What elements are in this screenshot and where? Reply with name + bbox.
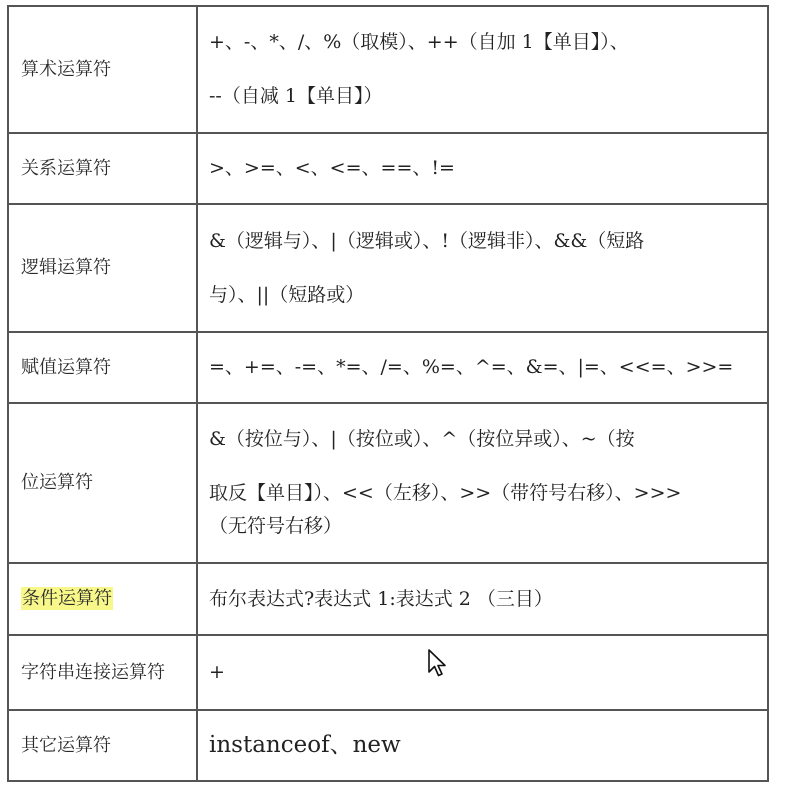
operator-table bbox=[7, 5, 769, 782]
table-row bbox=[8, 332, 768, 403]
operators-line: --（自减 1【单目】） bbox=[209, 85, 383, 107]
operators-line: >、>=、<、<=、==、!= bbox=[209, 157, 455, 179]
mouse-pointer-icon bbox=[427, 648, 447, 678]
table-row bbox=[8, 204, 768, 332]
operators-line: instanceof、new bbox=[209, 732, 401, 758]
operators-cell bbox=[197, 133, 768, 204]
category-cell bbox=[8, 332, 197, 403]
operators-line: 布尔表达式?表达式 1:表达式 2 （三目） bbox=[209, 587, 553, 610]
operators-line: +、-、*、/、%（取模）、++（自加 1【单目】）、 bbox=[209, 31, 629, 53]
operators-line: =、+=、-=、*=、/=、%=、^=、&=、|=、<<=、>>= bbox=[209, 356, 734, 378]
operators-cell bbox=[197, 332, 768, 403]
operators-cell bbox=[197, 635, 768, 710]
category-label: 字符串连接运算符 bbox=[21, 661, 165, 683]
category-label: 其它运算符 bbox=[21, 734, 111, 756]
category-cell bbox=[8, 710, 197, 781]
category-cell bbox=[8, 635, 197, 710]
table-row bbox=[8, 403, 768, 563]
operators-line: + bbox=[209, 661, 225, 683]
operators-cell bbox=[197, 204, 768, 332]
category-cell bbox=[8, 204, 197, 332]
category-cell bbox=[8, 563, 197, 635]
operators-line: &（按位与）、|（按位或）、^（按位异或）、~（按 bbox=[209, 428, 635, 450]
operators-cell bbox=[197, 710, 768, 781]
category-label: 关系运算符 bbox=[21, 157, 111, 179]
operators-cell bbox=[197, 563, 768, 635]
table-row bbox=[8, 563, 768, 635]
operators-cell bbox=[197, 403, 768, 563]
operators-line: 取反【单目】）、<<（左移）、>>（带符号右移）、>>> bbox=[209, 482, 682, 504]
highlighted-category-label: 条件运算符 bbox=[22, 588, 112, 609]
operators-line: &（逻辑与）、|（逻辑或）、!（逻辑非）、&&（短路 bbox=[209, 229, 645, 252]
operators-cell bbox=[197, 6, 768, 133]
category-cell bbox=[8, 403, 197, 563]
category-cell bbox=[8, 6, 197, 133]
table-row bbox=[8, 133, 768, 204]
category-label: 赋值运算符 bbox=[21, 356, 111, 378]
category-label: 算术运算符 bbox=[21, 58, 111, 80]
operators-line: （无符号右移） bbox=[209, 515, 343, 537]
table-row bbox=[8, 710, 768, 781]
table-row bbox=[8, 6, 768, 133]
operators-line: 与）、||（短路或） bbox=[209, 283, 365, 306]
category-label: 位运算符 bbox=[21, 472, 93, 493]
category-cell bbox=[8, 133, 197, 204]
table-row bbox=[8, 635, 768, 710]
category-label: 逻辑运算符 bbox=[21, 257, 111, 278]
